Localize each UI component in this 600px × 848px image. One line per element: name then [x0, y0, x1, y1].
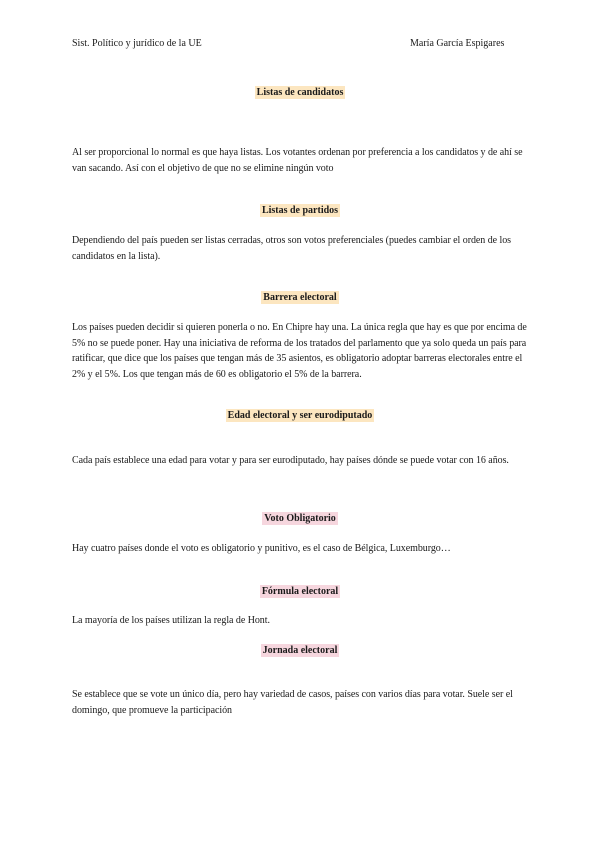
- header-author-name: María García Espigares: [410, 38, 505, 49]
- section-paragraph: Cada país establece una edad para votar y para ser eurodiputado, hay países dónde se puede votar con 16 años.: [72, 455, 509, 466]
- section-heading-container: [72, 409, 528, 423]
- section-heading-container: [72, 644, 528, 658]
- section-paragraph: Se establece que se vote un único día, pero hay variedad de casos, países con varios días para votar. Suele ser el domingo, que promueve la participación: [72, 689, 513, 716]
- section-paragraph: Los países pueden decidir si quieren ponerla o no. En Chipre hay una. La única regla que hay es que por encima de 5% no se puede poner. Hay una iniciativa de reforma de los tratados del parlamento que ya solo queda un país para ratificar, que dice que los países que tengan más de 35 asientos, es obligatorio adoptar barreras electorales entre el 2% y el 5%. Los que tengan más de 60 es obligatorio el 5% de la barrera.: [72, 322, 527, 380]
- section-heading: Jornada electoral: [262, 645, 338, 656]
- section-heading-container: [72, 291, 528, 305]
- section-heading: Barrera electoral: [263, 292, 337, 303]
- section-heading: Edad electoral y ser eurodiputado: [227, 410, 373, 421]
- section-paragraph: Dependiendo del país pueden ser listas cerradas, otros son votos preferenciales (puedes cambiar el orden de los candidatos en la lista).: [72, 235, 512, 262]
- section-heading: Listas de candidatos: [256, 87, 344, 98]
- section-heading-container: [72, 86, 528, 100]
- section-paragraph: Al ser proporcional lo normal es que haya listas. Los votantes ordenan por preferencia a los candidatos y de ahí se van sacando. Así con el objetivo de que no se elimine ningún voto: [72, 147, 523, 174]
- section-heading-container: [72, 512, 528, 526]
- section-paragraph: La mayoría de los países utilizan la regla de Hont.: [72, 615, 270, 626]
- section-heading: Listas de partidos: [261, 205, 339, 216]
- section-heading: Fórmula electoral: [261, 586, 339, 597]
- section-paragraph: Hay cuatro países donde el voto es obligatorio y punitivo, es el caso de Bélgica, Luxemburgo…: [72, 543, 451, 554]
- section-heading: Voto Obligatorio: [264, 513, 336, 524]
- header-course-title: Sist. Político y jurídico de la UE: [72, 38, 202, 49]
- section-heading-container: [72, 204, 528, 218]
- section-heading-container: [72, 585, 528, 599]
